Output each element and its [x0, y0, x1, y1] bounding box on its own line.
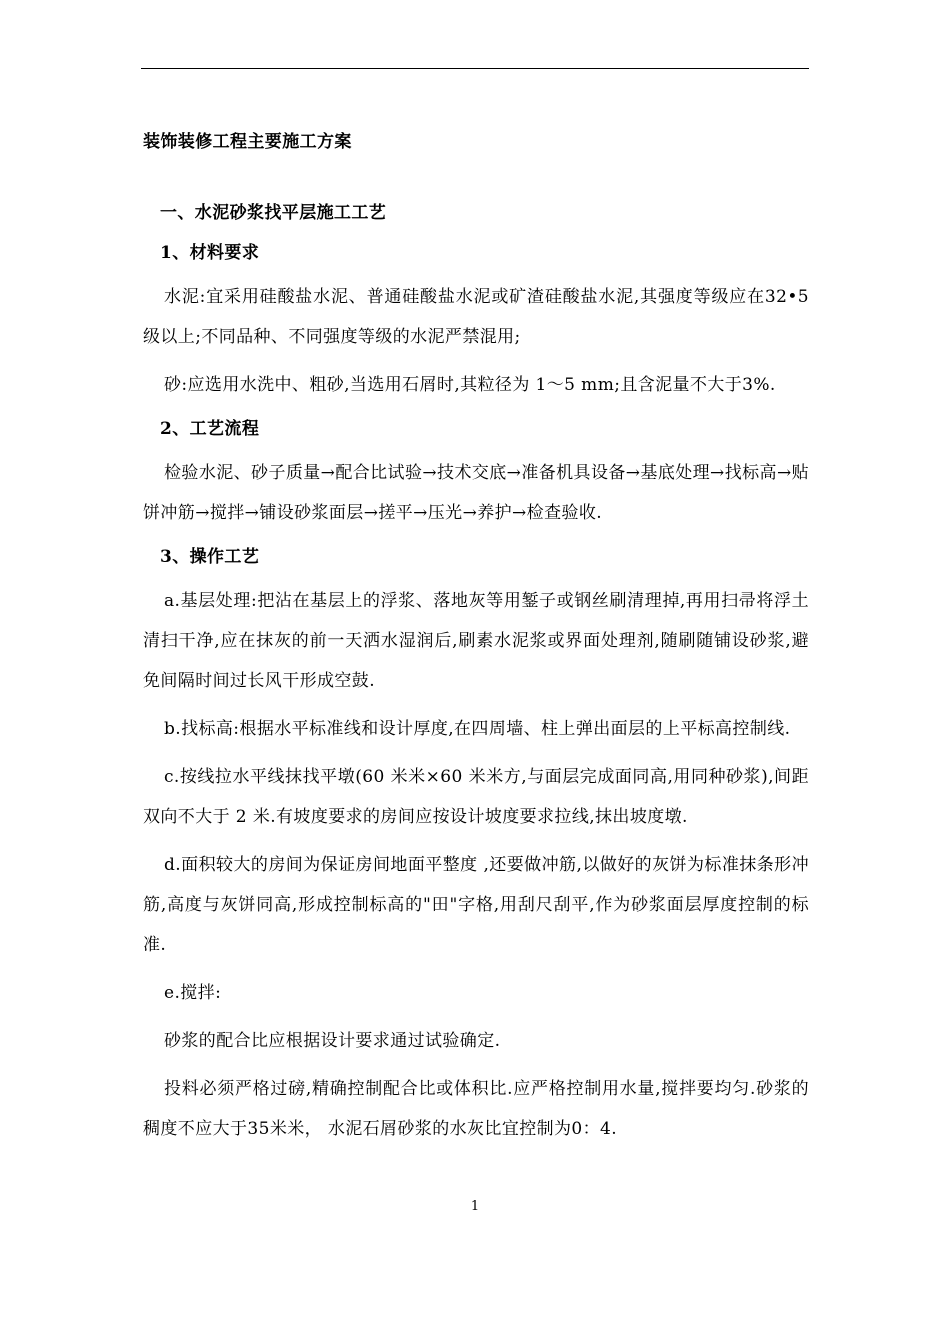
section-heading: 一、水泥砂浆找平层施工工艺 — [160, 203, 387, 223]
document-title: 装饰装修工程主要施工方案 — [143, 132, 352, 152]
paragraph-batching: 投料必须严格过磅,精确控制配合比或体积比.应严格控制用水量,搅拌要均匀.砂浆的稠度不应大于35米米， 水泥石屑砂浆的水灰比宜控制为0：4. — [143, 1079, 809, 1139]
paragraph-step-b: b.找标高:根据水平标准线和设计厚度,在四周墙、柱上弹出面层的上平标高控制线. — [164, 719, 791, 739]
paragraph-cement: 水泥:宜采用硅酸盐水泥、普通硅酸盐水泥或矿渣硅酸盐水泥,其强度等级应在32•5级以上;不同品种、不同强度等级的水泥严禁混用; — [143, 287, 809, 347]
header-rule — [141, 68, 809, 69]
paragraph-process-flow: 检验水泥、砂子质量→配合比试验→技术交底→准备机具设备→基底处理→找标高→贴饼冲筋→搅拌→铺设砂浆面层→搓平→压光→养护→检查验收. — [143, 463, 809, 523]
paragraph-step-a: a.基层处理:把沾在基层上的浮浆、落地灰等用錾子或钢丝刷清理掉,再用扫帚将浮土清扫干净,应在抹灰的前一天洒水湿润后,刷素水泥浆或界面处理剂,随刷随铺设砂浆,避免间隔时间过长风干形成空鼓. — [143, 591, 809, 691]
paragraph-step-c: c.按线拉水平线抹找平墩(60 米米×60 米米方,与面层完成面同高,用同种砂浆),间距双向不大于 2 米.有坡度要求的房间应按设计坡度要求拉线,抹出坡度墩. — [143, 767, 809, 827]
subsection-heading-operation: 3、操作工艺 — [160, 547, 260, 567]
paragraph-step-d: d.面积较大的房间为保证房间地面平整度 ,还要做冲筋,以做好的灰饼为标准抹条形冲筋,高度与灰饼同高,形成控制标高的"田"字格,用刮尺刮平,作为砂浆面层厚度控制的标准. — [143, 855, 809, 955]
subsection-heading-materials: 1、材料要求 — [160, 243, 260, 263]
paragraph-mix-ratio: 砂浆的配合比应根据设计要求通过试验确定. — [164, 1031, 501, 1051]
paragraph-sand: 砂:应选用水洗中、粗砂,当选用石屑时,其粒径为 1～5 mm;且含泥量不大于3%. — [164, 375, 776, 395]
paragraph-step-e: e.搅拌: — [164, 983, 222, 1003]
document-body — [143, 126, 809, 1149]
subsection-heading-process-flow: 2、工艺流程 — [160, 419, 260, 439]
page-number: 1 — [470, 1199, 480, 1214]
